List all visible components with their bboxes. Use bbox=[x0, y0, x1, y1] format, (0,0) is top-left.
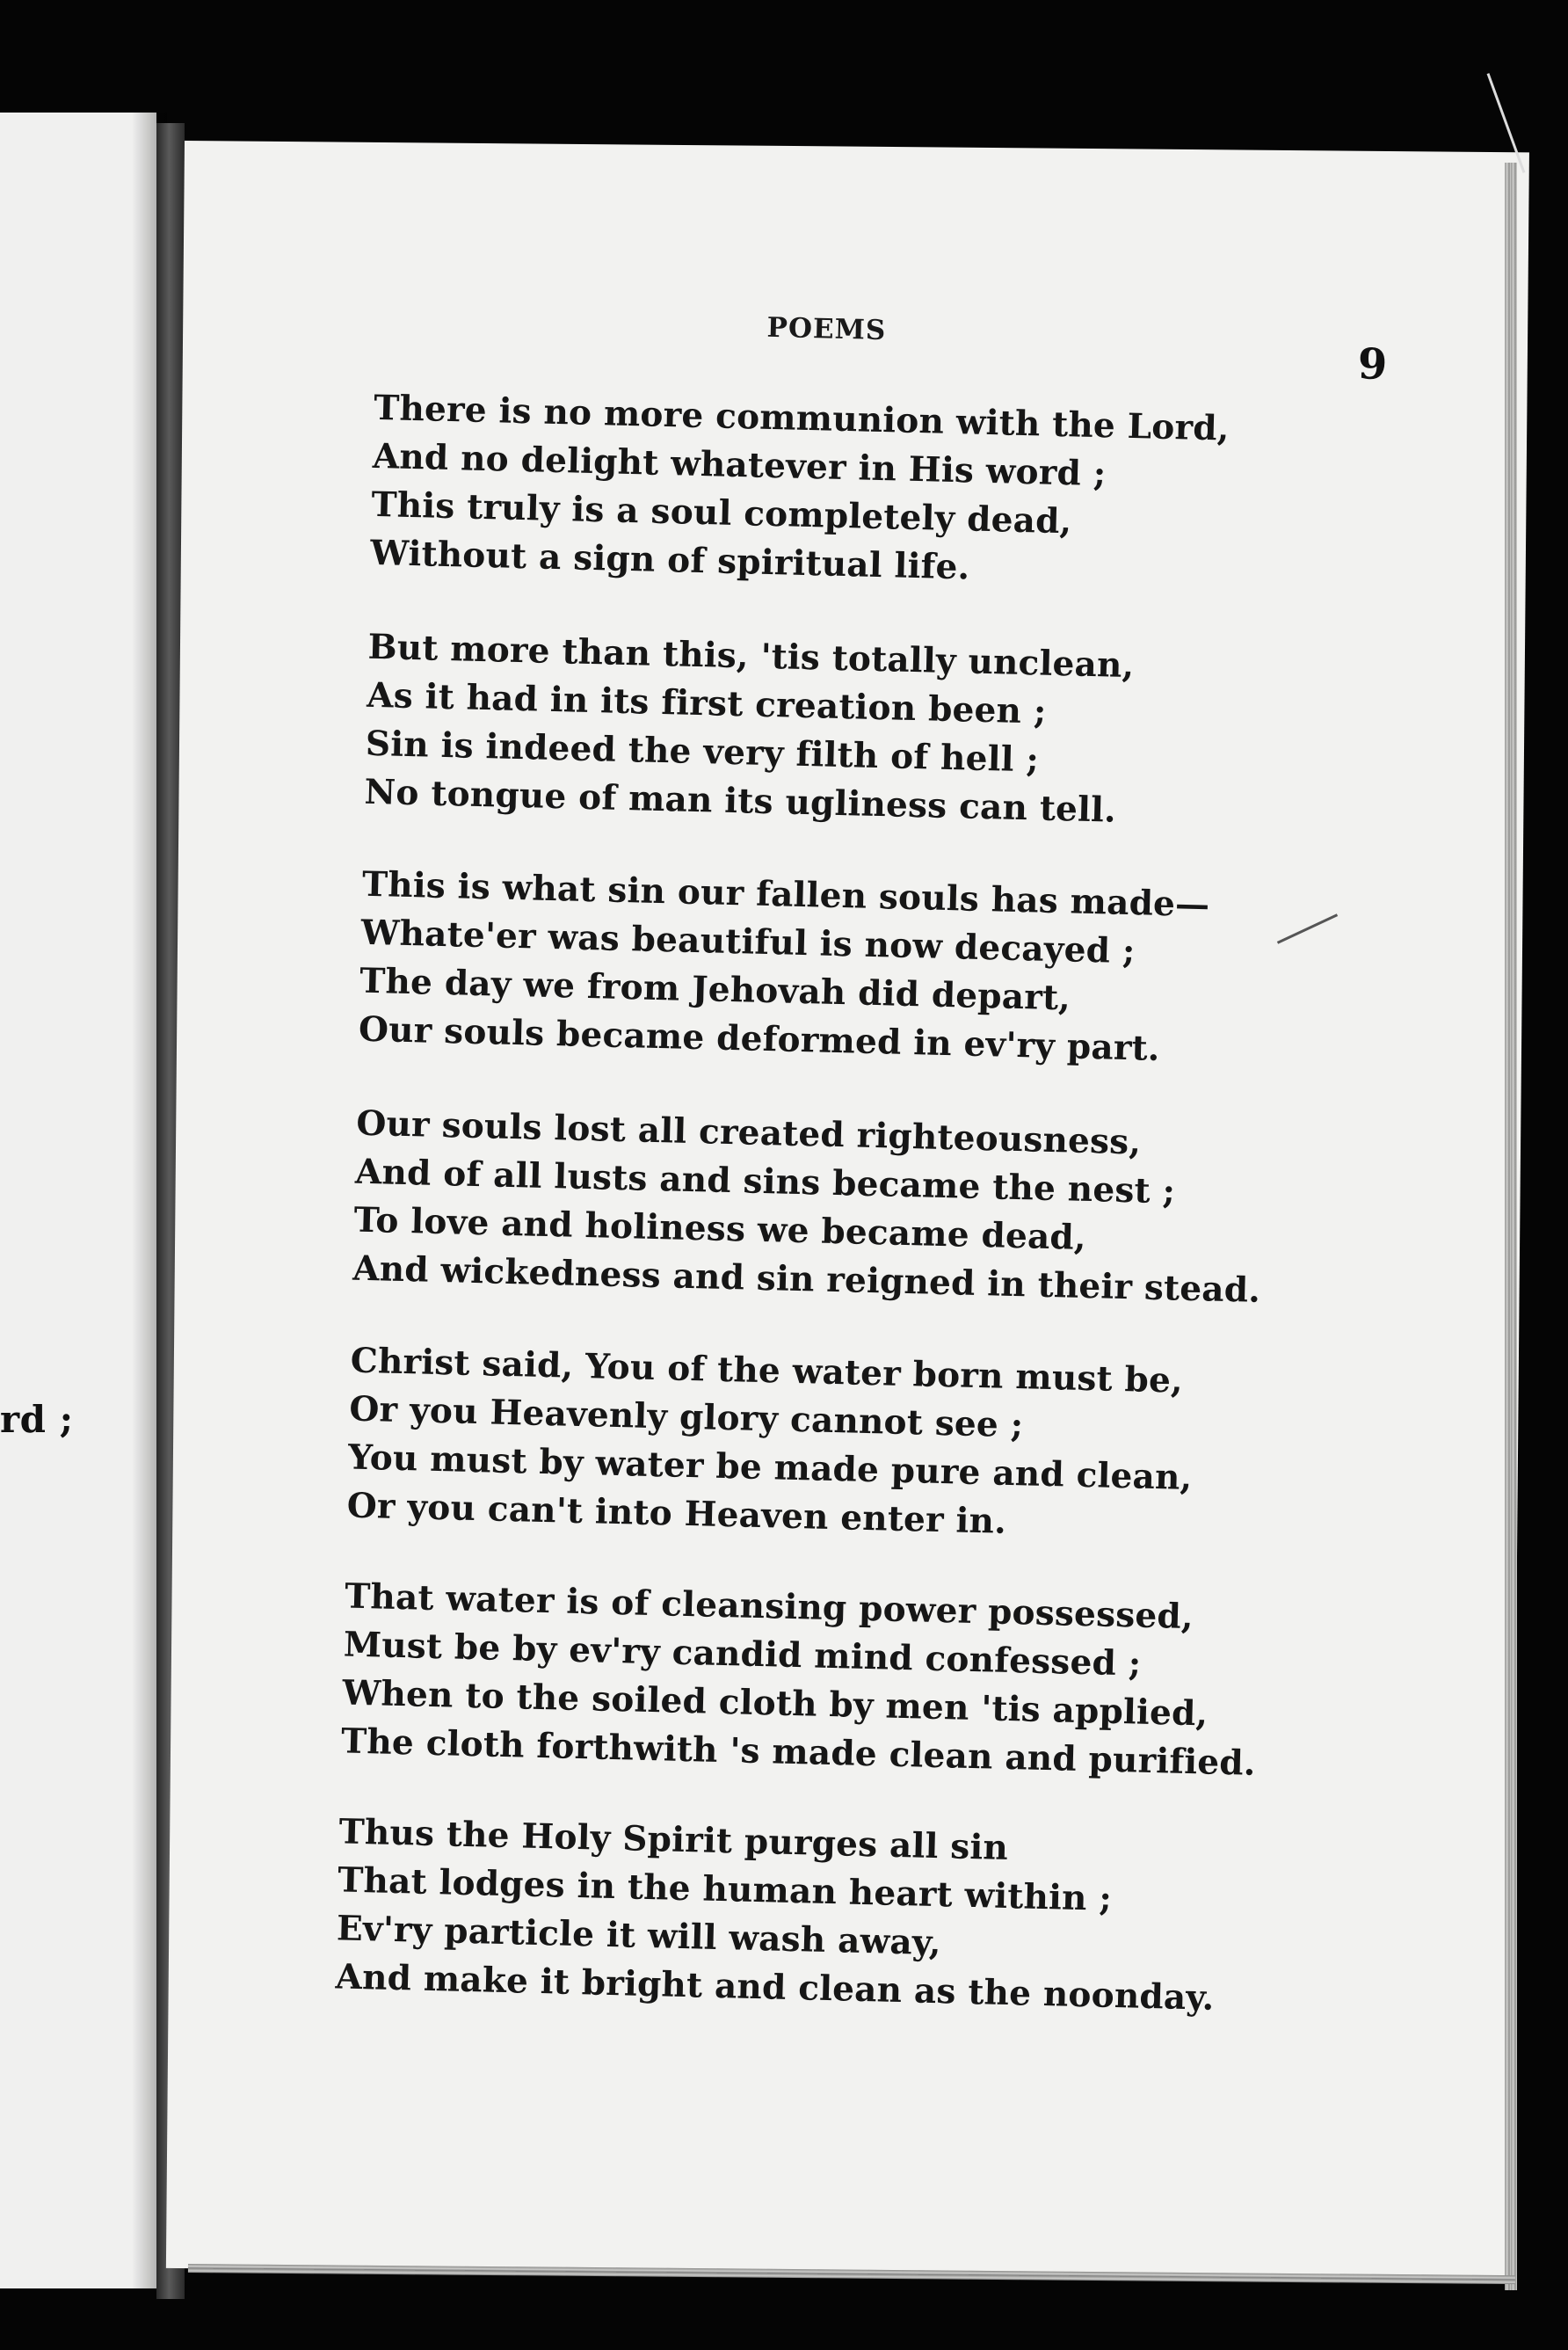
verse-line: This truly is a soul completely dead, bbox=[371, 484, 1072, 542]
verse-line: Our souls became deformed in ev'ry part. bbox=[358, 1008, 1161, 1069]
verse-line: As it had in its first creation been ; bbox=[366, 674, 1048, 732]
verse-line: Thus the Holy Spirit purges all sin bbox=[338, 1811, 1009, 1869]
stanza bbox=[370, 384, 1341, 601]
verse-line: No tongue of man its ugliness can tell. bbox=[364, 771, 1117, 831]
stanza bbox=[364, 623, 1335, 840]
page-number: 9 bbox=[1357, 339, 1388, 390]
verse-line: Or you Heavenly glory cannot see ; bbox=[348, 1388, 1024, 1446]
verse-line: The day we from Jehovah did depart, bbox=[359, 960, 1071, 1019]
stanza bbox=[352, 1100, 1324, 1317]
verse-line: This is what sin our fallen souls has made— bbox=[361, 863, 1210, 926]
stanza bbox=[358, 861, 1329, 1078]
stanza bbox=[335, 1808, 1306, 2025]
verse-line: And no delight whatever in His word ; bbox=[372, 435, 1107, 495]
verse-line: Whate'er was beautiful is now decayed ; bbox=[360, 912, 1136, 972]
verse-line: Must be by ev'ry candid mind confessed ; bbox=[343, 1624, 1142, 1684]
verse-line: That lodges in the human heart within ; bbox=[337, 1859, 1113, 1919]
verse-line: Ev'ry particle it will wash away, bbox=[336, 1908, 942, 1964]
verse-line: Sin is indeed the very filth of hell ; bbox=[365, 723, 1040, 781]
verse-line: Our souls lost all created righteousness, bbox=[355, 1102, 1142, 1163]
verse-line: Without a sign of spiritual life. bbox=[369, 532, 970, 588]
verse-line: There is no more communion with the Lord, bbox=[373, 387, 1230, 449]
verse-line: But more than this, 'tis totally unclean, bbox=[367, 626, 1135, 687]
verse-line: When to the soiled cloth by men 'tis applied, bbox=[342, 1672, 1209, 1735]
stanza bbox=[346, 1337, 1318, 1554]
stanza bbox=[341, 1572, 1312, 1789]
verse-line: To love and holiness we became dead, bbox=[353, 1199, 1087, 1258]
verse-line: And wickedness and sin reigned in their stead. bbox=[352, 1248, 1261, 1311]
verse-line: And make it bright and clean as the noonday. bbox=[335, 1956, 1216, 2019]
left-page-text-fragment: rd ; bbox=[0, 1398, 74, 1441]
verse-line: Or you can't into Heaven enter in. bbox=[346, 1485, 1007, 1542]
verse-line: Christ said, You of the water born must be, bbox=[350, 1340, 1184, 1401]
verse-line: And of all lusts and sins became the nest ; bbox=[354, 1151, 1176, 1212]
verse-line: You must by water be made pure and clean, bbox=[347, 1437, 1193, 1498]
running-title: POEMS bbox=[766, 311, 887, 347]
verse-line: That water is of cleansing power possessed, bbox=[344, 1575, 1194, 1638]
verse-line: The cloth forthwith 's made clean and purified. bbox=[340, 1721, 1257, 1784]
